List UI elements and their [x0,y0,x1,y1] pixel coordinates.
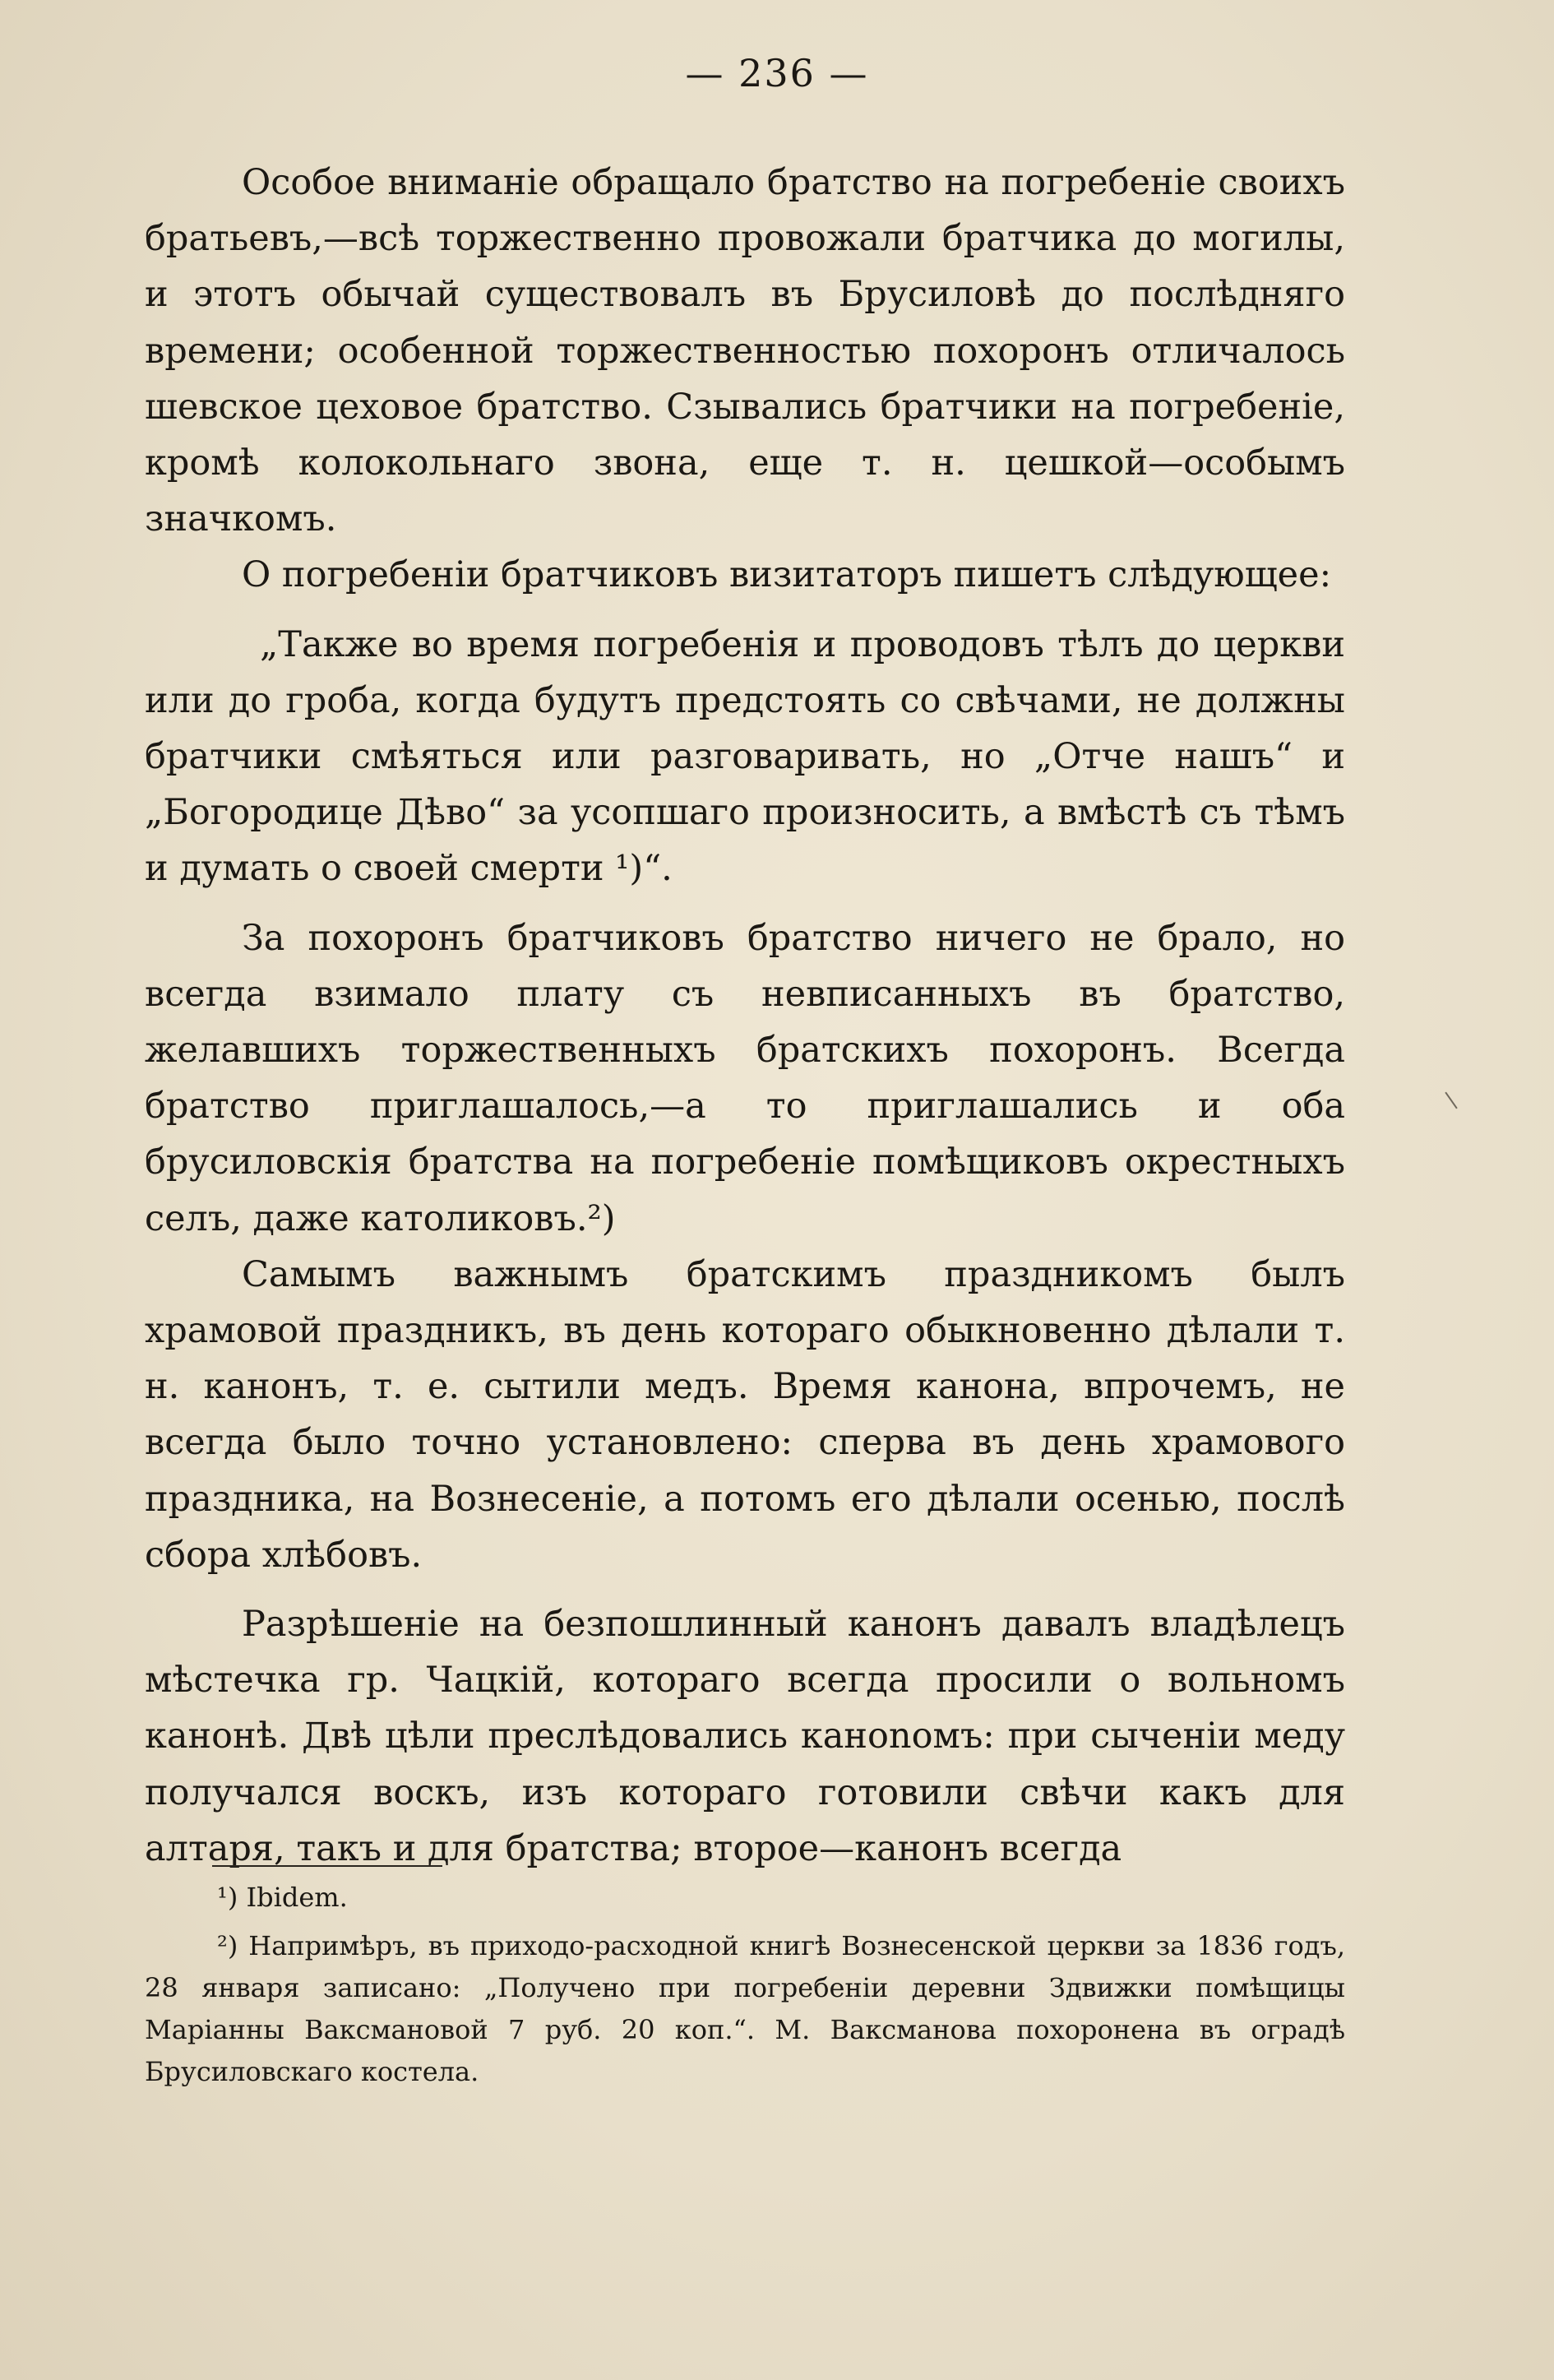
paragraph-visitator: О погребеніи братчиковъ визитаторъ пишетъ слѣдующее: [242,554,1332,596]
paragraph-burial: Особое вниманіе обращало братство на погребеніе своихъ братьевъ,—всѣ торжественно провожали братчика до могилы, и этотъ обычай существовалъ въ Брусиловѣ до послѣдняго времени; особенной торжественностью похоронъ отличалось шевское цеховое братство. Сзывались братчики на погребеніе, кромѣ колокольнаго звона, еще т. н. цешкой—особымъ значкомъ. [145,162,1345,540]
footnote-divider [212,1865,442,1867]
paragraph-quote: „Также во время погребенія и проводовъ тѣлъ до церкви или до гроба, когда будутъ предстоять со свѣчами, не должны братчики смѣяться или разговаривать, но „Отче нашъ“ и „Богородице Дѣво“ за усопшаго произносить, а вмѣстѣ съ тѣмъ и думать о своей смерти ¹)“. [145,623,1345,890]
paragraph-funeral-fee: За похоронъ братчиковъ братство ничего не брало, но всегда взимало плату съ невписанныхъ въ братство, желавшихъ торжественныхъ братскихъ похоронъ. Всегда братство приглашалось,—а то приглашались и оба брусиловскія братства на погребеніе помѣщиковъ окрестныхъ селъ, даже католиковъ.²) [145,917,1345,1239]
paragraph-kanon: Разрѣшеніе на безпошлинный канонъ давалъ владѣлецъ мѣстечка гр. Чацкій, котораго всегда просили о вольномъ канонѣ. Двѣ цѣли преслѣдовались каноnомъ: при сыченіи меду получался воскъ, изъ котораго готовили свѣчи какъ для алтаря, такъ и для братства; второе—канонъ всегда [145,1604,1345,1869]
footnote-2: ²) Напримѣръ, въ приходо-расходной книгѣ Вознесенской церкви за 1836 годъ, 28 января записано: „Получено при погребеніи деревни Здвижки помѣщицы Маріанны Ваксмановой 7 руб. 20 коп.“. М. Ваксманова похоронена въ оградѣ Брусиловскаго костела. [145,1930,1345,2087]
page-number: — 236 — [685,51,869,95]
footnote-1: ¹) Ibidem. [217,1882,348,1913]
paragraph-feast: Самымъ важнымъ братскимъ праздникомъ былъ храмовой праздникъ, въ день котораго обыкновенно дѣлали т. н. канонъ, т. е. сытили медъ. Время канона, впрочемъ, не всегда было точно установлено: сперва въ день храмового праздника, на Вознесеніе, а потомъ его дѣлали осенью, послѣ сбора хлѣбовъ. [145,1253,1345,1576]
footnotes [145,1877,1345,2093]
scan-speck [1445,1092,1457,1109]
main-text [145,155,1345,1877]
